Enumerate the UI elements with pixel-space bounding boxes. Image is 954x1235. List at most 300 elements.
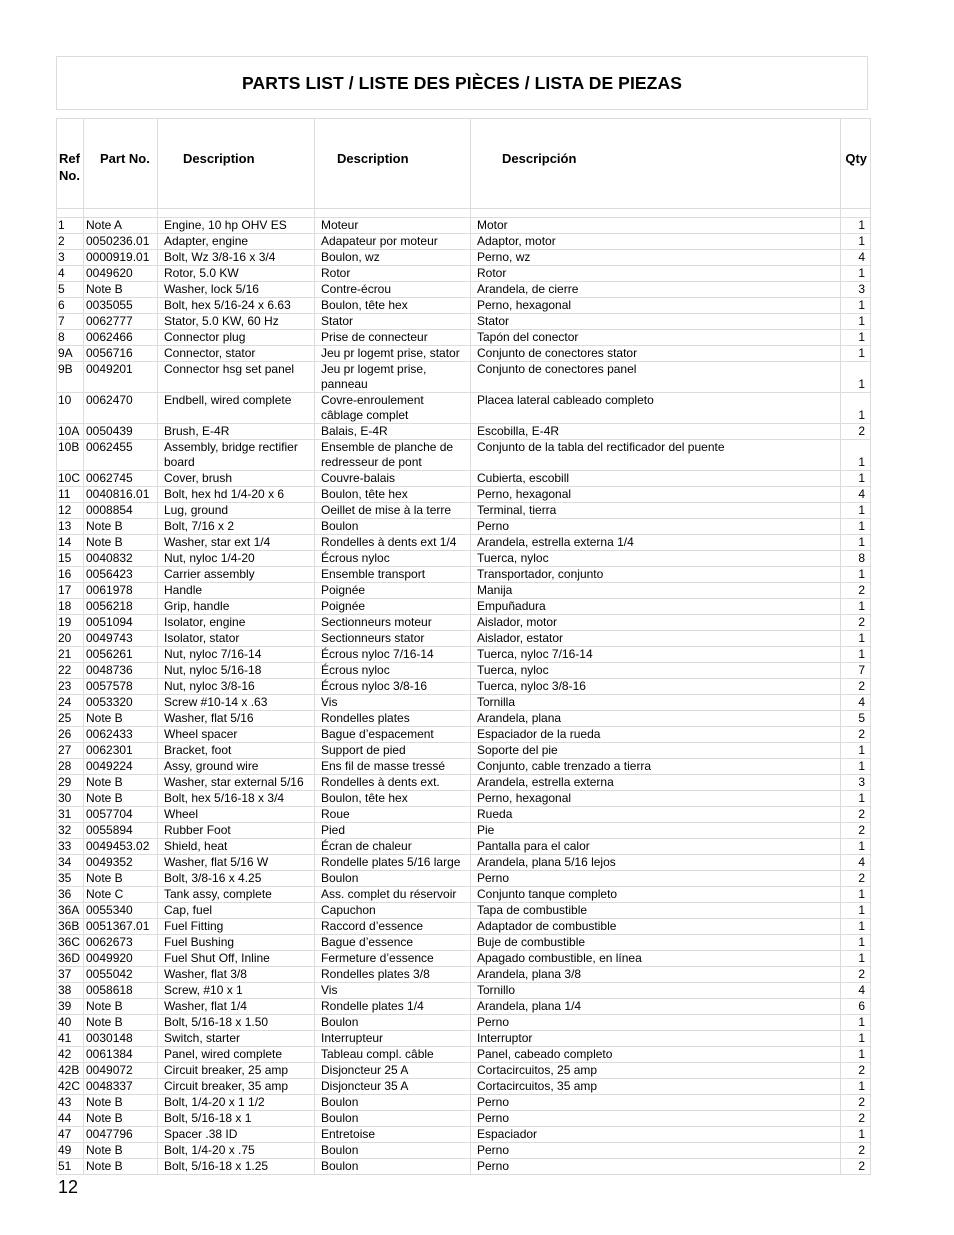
cell-desc-fr: Boulon — [315, 1095, 471, 1111]
cell-part-no: 0051094 — [84, 615, 158, 631]
cell-part-no: 0030148 — [84, 1031, 158, 1047]
cell-desc-en: Nut, nyloc 3/8-16 — [158, 679, 315, 695]
cell-desc-en: Connector hsg set panel — [158, 362, 315, 393]
cell-part-no: 0055340 — [84, 903, 158, 919]
cell-desc-es: Tuerca, nyloc — [471, 551, 841, 567]
header-qty: Qty — [841, 119, 871, 209]
cell-desc-es: Empuñadura — [471, 599, 841, 615]
cell-desc-es: Cortacircuitos, 25 amp — [471, 1063, 841, 1079]
cell-desc-es: Pie — [471, 823, 841, 839]
cell-desc-fr: Boulon — [315, 871, 471, 887]
table-row — [57, 567, 871, 583]
cell-desc-fr: Adapateur por moteur — [315, 234, 471, 250]
table-row — [57, 775, 871, 791]
cell-desc-en: Connector plug — [158, 330, 315, 346]
cell-desc-en: Washer, flat 1/4 — [158, 999, 315, 1015]
cell-ref: 12 — [57, 503, 84, 519]
table-row — [57, 551, 871, 567]
cell-desc-es: Tapa de combustible — [471, 903, 841, 919]
cell-qty: 4 — [841, 983, 871, 999]
cell-part-no: 0056218 — [84, 599, 158, 615]
cell-desc-es: Pantalla para el calor — [471, 839, 841, 855]
cell-ref: 33 — [57, 839, 84, 855]
cell-desc-fr: Boulon — [315, 519, 471, 535]
cell-desc-en: Rotor, 5.0 KW — [158, 266, 315, 282]
cell-desc-fr: Ass. complet du réservoir — [315, 887, 471, 903]
cell-part-no: Note B — [84, 282, 158, 298]
cell-qty: 1 — [841, 346, 871, 362]
cell-desc-es: Arandela, estrella externa 1/4 — [471, 535, 841, 551]
cell-desc-es: Perno — [471, 1111, 841, 1127]
cell-part-no: Note C — [84, 887, 158, 903]
cell-desc-fr: Écran de chaleur — [315, 839, 471, 855]
cell-desc-en: Cover, brush — [158, 471, 315, 487]
cell-qty: 1 — [841, 951, 871, 967]
cell-part-no: Note B — [84, 791, 158, 807]
cell-qty: 1 — [841, 519, 871, 535]
cell-part-no: Note B — [84, 999, 158, 1015]
cell-desc-en: Shield, heat — [158, 839, 315, 855]
cell-desc-es: Rueda — [471, 807, 841, 823]
cell-desc-es: Conjunto de conectores stator — [471, 346, 841, 362]
cell-ref: 6 — [57, 298, 84, 314]
table-row — [57, 1047, 871, 1063]
cell-part-no: Note B — [84, 535, 158, 551]
cell-ref: 36B — [57, 919, 84, 935]
header-part: Part No. — [84, 119, 158, 209]
cell-desc-en: Bolt, 3/8-16 x 4.25 — [158, 871, 315, 887]
cell-desc-fr: Couvre-balais — [315, 471, 471, 487]
cell-part-no: Note B — [84, 1111, 158, 1127]
cell-qty: 1 — [841, 440, 871, 471]
cell-desc-en: Panel, wired complete — [158, 1047, 315, 1063]
cell-ref: 49 — [57, 1143, 84, 1159]
cell-ref: 22 — [57, 663, 84, 679]
cell-desc-fr: Boulon — [315, 1143, 471, 1159]
cell-desc-fr: Sectionneurs stator — [315, 631, 471, 647]
cell-desc-fr: Tableau compl. câble — [315, 1047, 471, 1063]
cell-ref: 34 — [57, 855, 84, 871]
cell-part-no: 0062455 — [84, 440, 158, 471]
cell-part-no: 0049743 — [84, 631, 158, 647]
cell-ref: 31 — [57, 807, 84, 823]
cell-ref: 40 — [57, 1015, 84, 1031]
cell-desc-en: Nut, nyloc 5/16-18 — [158, 663, 315, 679]
cell-part-no: 0051367.01 — [84, 919, 158, 935]
cell-desc-en: Screw #10-14 x .63 — [158, 695, 315, 711]
cell-desc-en: Bolt, 1/4-20 x .75 — [158, 1143, 315, 1159]
cell-ref: 9B — [57, 362, 84, 393]
cell-desc-en: Bolt, hex 5/16-24 x 6.63 — [158, 298, 315, 314]
cell-ref: 43 — [57, 1095, 84, 1111]
cell-desc-fr: Boulon — [315, 1159, 471, 1175]
table-row — [57, 855, 871, 871]
cell-ref: 20 — [57, 631, 84, 647]
cell-desc-fr: Balais, E-4R — [315, 424, 471, 440]
cell-desc-es: Aislador, motor — [471, 615, 841, 631]
table-row — [57, 362, 871, 393]
cell-qty: 1 — [841, 1079, 871, 1095]
table-row — [57, 807, 871, 823]
cell-ref: 21 — [57, 647, 84, 663]
table-row — [57, 471, 871, 487]
cell-qty: 2 — [841, 967, 871, 983]
cell-ref: 44 — [57, 1111, 84, 1127]
cell-ref: 10C — [57, 471, 84, 487]
cell-desc-fr: Écrous nyloc 7/16-14 — [315, 647, 471, 663]
cell-desc-fr: Boulon, wz — [315, 250, 471, 266]
cell-ref: 42C — [57, 1079, 84, 1095]
cell-desc-es: Conjunto de conectores panel — [471, 362, 841, 393]
page-title: PARTS LIST / LISTE DES PIÈCES / LISTA DE PIEZAS — [242, 72, 682, 93]
cell-ref: 11 — [57, 487, 84, 503]
cell-ref: 9A — [57, 346, 84, 362]
cell-part-no: Note B — [84, 1015, 158, 1031]
cell-ref: 39 — [57, 999, 84, 1015]
table-row — [57, 503, 871, 519]
table-row — [57, 615, 871, 631]
cell-part-no: 0053320 — [84, 695, 158, 711]
cell-ref: 41 — [57, 1031, 84, 1047]
cell-desc-fr: Boulon, tête hex — [315, 791, 471, 807]
table-row — [57, 314, 871, 330]
cell-desc-es: Rotor — [471, 266, 841, 282]
table-row — [57, 282, 871, 298]
cell-desc-es: Tapón del conector — [471, 330, 841, 346]
table-row — [57, 393, 871, 424]
cell-desc-en: Wheel — [158, 807, 315, 823]
cell-desc-fr: Rondelles à dents ext 1/4 — [315, 535, 471, 551]
cell-desc-en: Stator, 5.0 KW, 60 Hz — [158, 314, 315, 330]
cell-desc-es: Perno — [471, 1159, 841, 1175]
table-row — [57, 234, 871, 250]
table-row — [57, 919, 871, 935]
cell-qty: 2 — [841, 807, 871, 823]
header-desc-en: Description — [158, 119, 315, 209]
cell-desc-fr: Capuchon — [315, 903, 471, 919]
table-row — [57, 1063, 871, 1079]
cell-desc-es: Motor — [471, 218, 841, 234]
cell-desc-en: Fuel Bushing — [158, 935, 315, 951]
cell-ref: 29 — [57, 775, 84, 791]
cell-desc-en: Nut, nyloc 7/16-14 — [158, 647, 315, 663]
cell-desc-es: Apagado combustible, en línea — [471, 951, 841, 967]
cell-desc-fr: Support de pied — [315, 743, 471, 759]
cell-desc-es: Arandela, estrella externa — [471, 775, 841, 791]
cell-desc-fr: Disjoncteur 25 A — [315, 1063, 471, 1079]
cell-desc-fr: Raccord d’essence — [315, 919, 471, 935]
cell-qty: 5 — [841, 711, 871, 727]
cell-desc-en: Circuit breaker, 25 amp — [158, 1063, 315, 1079]
cell-desc-fr: Rondelle plates 1/4 — [315, 999, 471, 1015]
cell-desc-en: Isolator, engine — [158, 615, 315, 631]
cell-part-no: 0062673 — [84, 935, 158, 951]
cell-ref: 13 — [57, 519, 84, 535]
table-row — [57, 1095, 871, 1111]
cell-ref: 10 — [57, 393, 84, 424]
cell-qty: 4 — [841, 855, 871, 871]
table-header-row — [57, 119, 871, 209]
cell-ref: 42 — [57, 1047, 84, 1063]
cell-ref: 35 — [57, 871, 84, 887]
cell-qty: 1 — [841, 314, 871, 330]
table-row — [57, 759, 871, 775]
cell-qty: 4 — [841, 695, 871, 711]
cell-qty: 2 — [841, 1159, 871, 1175]
cell-ref: 36D — [57, 951, 84, 967]
cell-desc-fr: Oeillet de mise à la terre — [315, 503, 471, 519]
cell-desc-fr: Interrupteur — [315, 1031, 471, 1047]
table-row — [57, 647, 871, 663]
cell-desc-fr: Écrous nyloc — [315, 551, 471, 567]
cell-ref: 51 — [57, 1159, 84, 1175]
cell-qty: 1 — [841, 839, 871, 855]
table-row — [57, 1127, 871, 1143]
cell-ref: 26 — [57, 727, 84, 743]
cell-ref: 30 — [57, 791, 84, 807]
cell-qty: 3 — [841, 775, 871, 791]
parts-body — [57, 218, 871, 1175]
cell-ref: 36C — [57, 935, 84, 951]
cell-ref: 3 — [57, 250, 84, 266]
cell-ref: 8 — [57, 330, 84, 346]
cell-desc-fr: Boulon — [315, 1015, 471, 1031]
cell-qty: 1 — [841, 647, 871, 663]
cell-qty: 2 — [841, 1095, 871, 1111]
cell-ref: 18 — [57, 599, 84, 615]
cell-desc-es: Aislador, estator — [471, 631, 841, 647]
cell-desc-es: Placea lateral cableado completo — [471, 393, 841, 424]
cell-desc-es: Arandela, plana 5/16 lejos — [471, 855, 841, 871]
cell-desc-en: Adapter, engine — [158, 234, 315, 250]
cell-desc-es: Perno — [471, 1095, 841, 1111]
cell-part-no: 0049352 — [84, 855, 158, 871]
cell-part-no: 0062745 — [84, 471, 158, 487]
cell-desc-es: Perno, hexagonal — [471, 298, 841, 314]
cell-qty: 6 — [841, 999, 871, 1015]
cell-qty: 2 — [841, 727, 871, 743]
cell-part-no: 0062433 — [84, 727, 158, 743]
cell-qty: 8 — [841, 551, 871, 567]
cell-qty: 1 — [841, 887, 871, 903]
cell-desc-en: Circuit breaker, 35 amp — [158, 1079, 315, 1095]
cell-desc-en: Bolt, 5/16-18 x 1.50 — [158, 1015, 315, 1031]
cell-part-no: 0000919.01 — [84, 250, 158, 266]
cell-ref: 17 — [57, 583, 84, 599]
cell-qty: 2 — [841, 823, 871, 839]
cell-part-no: 0008854 — [84, 503, 158, 519]
cell-desc-fr: Boulon, tête hex — [315, 487, 471, 503]
cell-ref: 28 — [57, 759, 84, 775]
cell-desc-fr: Ensemble de planche de redresseur de pont — [315, 440, 471, 471]
cell-desc-es: Interruptor — [471, 1031, 841, 1047]
header-desc-es: Descripción — [471, 119, 841, 209]
table-row — [57, 535, 871, 551]
table-row — [57, 487, 871, 503]
cell-part-no: Note B — [84, 519, 158, 535]
cell-desc-fr: Poignée — [315, 583, 471, 599]
cell-qty: 1 — [841, 471, 871, 487]
cell-desc-en: Rubber Foot — [158, 823, 315, 839]
cell-desc-es: Panel, cabeado completo — [471, 1047, 841, 1063]
cell-desc-es: Tuerca, nyloc 7/16-14 — [471, 647, 841, 663]
cell-desc-fr: Prise de connecteur — [315, 330, 471, 346]
cell-desc-fr: Bague d’essence — [315, 935, 471, 951]
cell-desc-es: Espaciador — [471, 1127, 841, 1143]
cell-desc-en: Washer, star external 5/16 — [158, 775, 315, 791]
cell-desc-en: Brush, E-4R — [158, 424, 315, 440]
cell-desc-fr: Rondelles à dents ext. — [315, 775, 471, 791]
cell-desc-es: Espaciador de la rueda — [471, 727, 841, 743]
cell-part-no: 0062470 — [84, 393, 158, 424]
cell-desc-fr: Boulon — [315, 1111, 471, 1127]
cell-qty: 1 — [841, 919, 871, 935]
table-row — [57, 1079, 871, 1095]
cell-desc-fr: Pied — [315, 823, 471, 839]
cell-ref: 2 — [57, 234, 84, 250]
cell-part-no: 0061384 — [84, 1047, 158, 1063]
cell-qty: 3 — [841, 282, 871, 298]
cell-desc-en: Engine, 10 hp OHV ES — [158, 218, 315, 234]
cell-desc-fr: Poignée — [315, 599, 471, 615]
cell-part-no: 0047796 — [84, 1127, 158, 1143]
cell-desc-fr: Rotor — [315, 266, 471, 282]
cell-desc-es: Terminal, tierra — [471, 503, 841, 519]
cell-desc-fr: Ensemble transport — [315, 567, 471, 583]
table-row — [57, 999, 871, 1015]
cell-qty: 2 — [841, 1143, 871, 1159]
cell-ref: 5 — [57, 282, 84, 298]
cell-desc-en: Washer, lock 5/16 — [158, 282, 315, 298]
cell-part-no: 0048736 — [84, 663, 158, 679]
cell-desc-en: Connector, stator — [158, 346, 315, 362]
table-row — [57, 298, 871, 314]
cell-desc-fr: Jeu pr logemt prise, panneau — [315, 362, 471, 393]
cell-part-no: 0035055 — [84, 298, 158, 314]
table-row — [57, 424, 871, 440]
cell-ref: 1 — [57, 218, 84, 234]
cell-qty: 1 — [841, 535, 871, 551]
cell-desc-es: Adaptador de combustible — [471, 919, 841, 935]
table-row — [57, 791, 871, 807]
cell-desc-en: Switch, starter — [158, 1031, 315, 1047]
cell-qty: 2 — [841, 615, 871, 631]
table-row — [57, 1031, 871, 1047]
cell-desc-en: Bolt, 5/16-18 x 1 — [158, 1111, 315, 1127]
cell-desc-fr: Rondelles plates 3/8 — [315, 967, 471, 983]
table-row — [57, 218, 871, 234]
cell-desc-en: Bolt, 7/16 x 2 — [158, 519, 315, 535]
cell-part-no: Note A — [84, 218, 158, 234]
cell-desc-en: Screw, #10 x 1 — [158, 983, 315, 999]
cell-qty: 2 — [841, 679, 871, 695]
cell-desc-es: Buje de combustible — [471, 935, 841, 951]
cell-desc-es: Conjunto tanque completo — [471, 887, 841, 903]
cell-qty: 1 — [841, 330, 871, 346]
header-spacer — [57, 209, 871, 218]
table-row — [57, 935, 871, 951]
table-row — [57, 1143, 871, 1159]
cell-desc-es: Tuerca, nyloc 3/8-16 — [471, 679, 841, 695]
cell-desc-fr: Entretoise — [315, 1127, 471, 1143]
cell-part-no: 0049453.02 — [84, 839, 158, 855]
cell-qty: 1 — [841, 1015, 871, 1031]
cell-qty: 1 — [841, 567, 871, 583]
cell-qty: 1 — [841, 234, 871, 250]
cell-ref: 10B — [57, 440, 84, 471]
cell-ref: 32 — [57, 823, 84, 839]
table-row — [57, 871, 871, 887]
cell-desc-en: Tank assy, complete — [158, 887, 315, 903]
cell-qty: 2 — [841, 1063, 871, 1079]
cell-desc-fr: Covre-enroulement câblage complet — [315, 393, 471, 424]
cell-ref: 27 — [57, 743, 84, 759]
cell-desc-fr: Contre-écrou — [315, 282, 471, 298]
cell-desc-fr: Sectionneurs moteur — [315, 615, 471, 631]
cell-ref: 23 — [57, 679, 84, 695]
header-desc-fr: Description — [315, 119, 471, 209]
cell-desc-en: Fuel Shut Off, Inline — [158, 951, 315, 967]
cell-part-no: 0049201 — [84, 362, 158, 393]
cell-desc-fr: Écrous nyloc — [315, 663, 471, 679]
cell-desc-en: Washer, flat 5/16 W — [158, 855, 315, 871]
cell-desc-fr: Rondelle plates 5/16 large — [315, 855, 471, 871]
cell-ref: 10A — [57, 424, 84, 440]
cell-qty: 1 — [841, 1127, 871, 1143]
cell-desc-en: Spacer .38 ID — [158, 1127, 315, 1143]
header-ref: Ref No. — [57, 119, 84, 209]
cell-qty: 1 — [841, 935, 871, 951]
parts-table — [56, 118, 871, 1175]
cell-qty: 1 — [841, 503, 871, 519]
cell-desc-en: Assy, ground wire — [158, 759, 315, 775]
cell-part-no: 0048337 — [84, 1079, 158, 1095]
cell-desc-en: Bolt, hex 5/16-18 x 3/4 — [158, 791, 315, 807]
cell-part-no: 0062301 — [84, 743, 158, 759]
cell-qty: 1 — [841, 631, 871, 647]
table-row — [57, 679, 871, 695]
cell-qty: 1 — [841, 791, 871, 807]
cell-part-no: Note B — [84, 775, 158, 791]
table-row — [57, 346, 871, 362]
table-row — [57, 839, 871, 855]
cell-part-no: 0050439 — [84, 424, 158, 440]
cell-qty: 1 — [841, 298, 871, 314]
table-row — [57, 727, 871, 743]
cell-desc-es: Adaptor, motor — [471, 234, 841, 250]
table-row — [57, 266, 871, 282]
cell-desc-fr: Moteur — [315, 218, 471, 234]
table-row — [57, 983, 871, 999]
table-row — [57, 711, 871, 727]
cell-part-no: Note B — [84, 711, 158, 727]
cell-part-no: Note B — [84, 1095, 158, 1111]
cell-desc-es: Soporte del pie — [471, 743, 841, 759]
cell-desc-fr: Disjoncteur 35 A — [315, 1079, 471, 1095]
cell-ref: 19 — [57, 615, 84, 631]
cell-desc-en: Isolator, stator — [158, 631, 315, 647]
table-row — [57, 903, 871, 919]
cell-qty: 4 — [841, 250, 871, 266]
cell-desc-fr: Boulon, tête hex — [315, 298, 471, 314]
cell-desc-fr: Fermeture d’essence — [315, 951, 471, 967]
cell-desc-es: Arandela, plana 1/4 — [471, 999, 841, 1015]
cell-desc-es: Perno, wz — [471, 250, 841, 266]
cell-desc-es: Tornillo — [471, 983, 841, 999]
cell-part-no: 0058618 — [84, 983, 158, 999]
cell-part-no: 0061978 — [84, 583, 158, 599]
cell-ref: 4 — [57, 266, 84, 282]
